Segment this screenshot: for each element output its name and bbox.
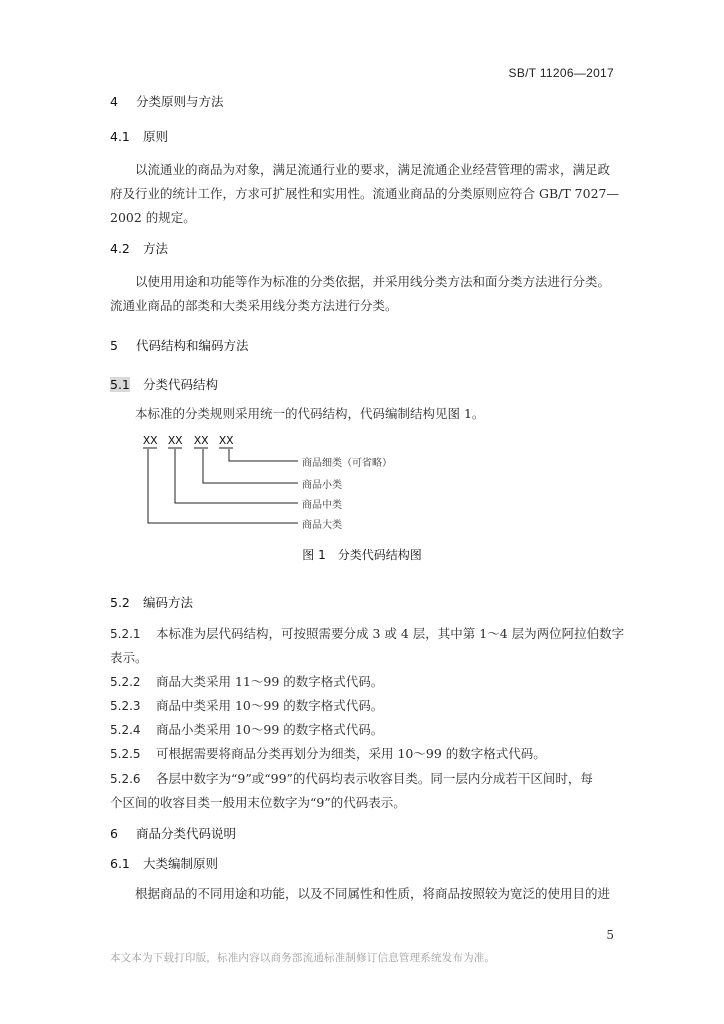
- paragraph-line: 以使用用途和功能等作为标准的分类依据，并采用线分类方法和面分类方法进行分类。: [135, 274, 611, 289]
- section-title: 原则: [143, 129, 169, 144]
- clause-number: 5.2.5: [110, 747, 141, 761]
- code-xx-3: XX: [194, 434, 209, 448]
- code-xx-4: XX: [219, 434, 234, 448]
- clause-5-2-2: [110, 672, 383, 690]
- section-number: 5.2: [110, 595, 130, 610]
- section-5-1-paragraph: 本标准的分类规则采用统一的代码结构，代码编制结构见图 1。: [135, 406, 485, 421]
- clause-number: 5.2.4: [110, 723, 141, 737]
- section-number: 4.1: [110, 129, 130, 144]
- section-number: 6: [110, 826, 118, 841]
- page-number: 5: [606, 928, 614, 942]
- clause-text: 个区间的收容目类一般用末位数字为“9”的代码表示。: [110, 795, 406, 810]
- section-5-2-heading: [110, 593, 193, 611]
- clause-text: 商品小类采用 10～99 的数字格式代码。: [156, 722, 384, 737]
- clause-5-2-6-continuation: [110, 793, 406, 811]
- section-title: 分类代码结构: [143, 377, 219, 392]
- clause-text: 商品中类采用 10～99 的数字格式代码。: [156, 698, 384, 713]
- clause-number: 5.2.1: [110, 627, 141, 641]
- section-number: 4: [110, 94, 118, 109]
- section-title: 代码结构和编码方法: [136, 338, 249, 353]
- figure-caption: [0, 546, 724, 563]
- section-number-highlighted: 5.1: [110, 377, 130, 392]
- section-number: 6.1: [110, 856, 130, 871]
- clause-5-2-4: [110, 720, 383, 738]
- code-xx-1: XX: [143, 434, 158, 448]
- section-title: 大类编制原则: [143, 856, 219, 871]
- clause-5-2-6: [110, 769, 593, 787]
- paragraph-line: 府及行业的统计工作，方求可扩展性和实用性。流通业商品的分类原则应符合 GB/T 7027—: [110, 186, 619, 201]
- clause-text: 各层中数字为“9”或“99”的代码均表示收容目类。同一层内分成若干区间时，每: [156, 771, 593, 786]
- clause-text: 表示。: [110, 650, 148, 665]
- label-middle-class: 商品中类: [302, 500, 342, 511]
- figure-number: 图 1: [302, 548, 326, 562]
- label-major-class: 商品大类: [302, 520, 342, 531]
- clause-5-2-3: [110, 696, 383, 714]
- clause-5-2-5: [110, 744, 546, 762]
- clause-text: 商品大类采用 11～99 的数字格式代码。: [156, 674, 384, 689]
- section-6-1-paragraph: 根据商品的不同用途和功能，以及不同属性和性质，将商品按照较为宽泛的使用目的进: [135, 886, 611, 901]
- code-xx-2: XX: [168, 434, 183, 448]
- paragraph-line: 2002 的规定。: [110, 210, 196, 225]
- clause-number: 5.2.3: [110, 699, 141, 713]
- clause-5-2-1: [110, 624, 624, 642]
- connector-middle-class: [175, 449, 298, 503]
- section-title: 方法: [143, 241, 169, 256]
- download-notice: 本文本为下载打印版，标准内容以商务部流通标准制修订信息管理系统发布为准。: [110, 952, 496, 964]
- clause-text: 可根据需要将商品分类再划分为细类，采用 10～99 的数字格式代码。: [156, 746, 546, 761]
- clause-number: 5.2.6: [110, 772, 141, 786]
- paragraph-line: 以流通业的商品为对象，满足流通行业的要求，满足流通企业经营管理的需求，满足政: [135, 162, 611, 177]
- section-title: 商品分类代码说明: [136, 826, 237, 841]
- section-number: 5: [110, 338, 118, 353]
- clause-number: 5.2.2: [110, 675, 141, 689]
- clause-text: 本标准为层代码结构，可按照需要分成 3 或 4 层，其中第 1～4 层为两位阿拉伯数字: [156, 626, 625, 641]
- label-fine-class: 商品细类（可省略）: [302, 458, 392, 469]
- section-number: 4.2: [110, 241, 130, 256]
- label-minor-class: 商品小类: [302, 480, 342, 491]
- connector-major-class: [148, 449, 298, 523]
- connector-fine-class: [229, 449, 298, 461]
- clause-5-2-1-continuation: [110, 648, 148, 666]
- section-title: 分类原则与方法: [136, 94, 224, 109]
- section-title: 编码方法: [143, 595, 194, 610]
- standard-number: SB/T 11206—2017: [508, 66, 614, 80]
- connector-minor-class: [203, 449, 298, 483]
- section-6-heading: [110, 824, 236, 842]
- figure-title: 分类代码结构图: [337, 548, 422, 562]
- section-6-1-heading: [110, 854, 218, 872]
- paragraph-line: 流通业商品的部类和大类采用线分类方法进行分类。: [110, 298, 398, 313]
